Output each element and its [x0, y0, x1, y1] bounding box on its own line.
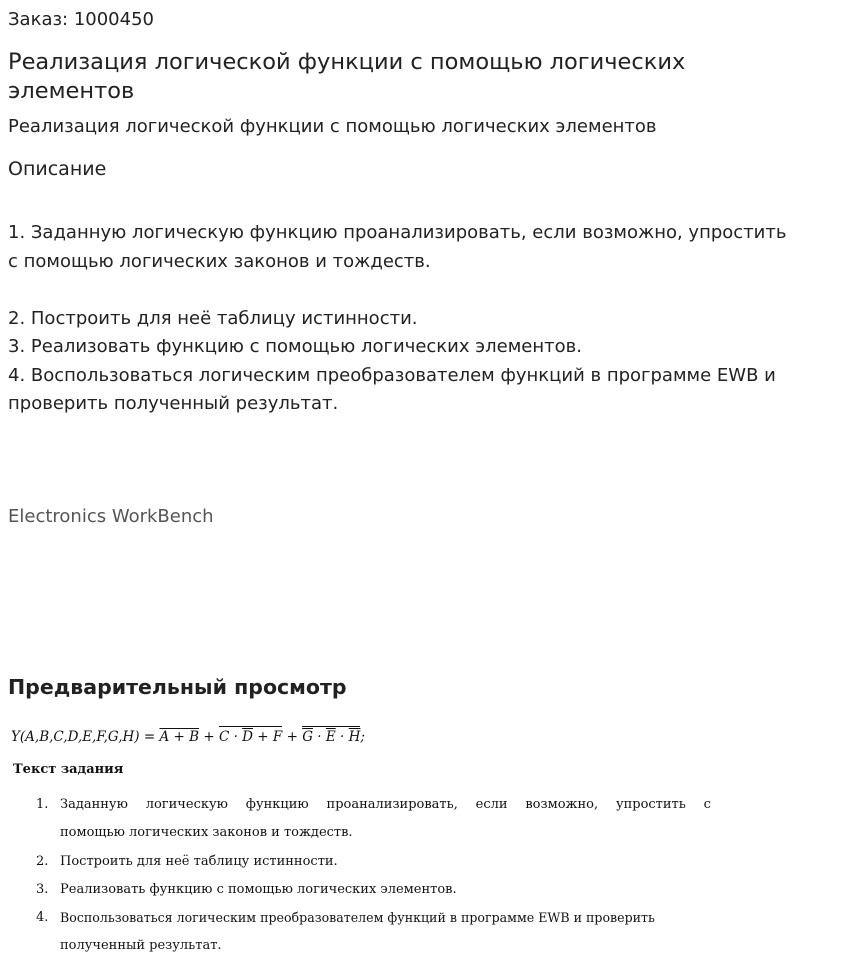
description-line: 3. Реализовать функцию с помощью логических элементов.	[8, 336, 582, 357]
preview-image	[0, 712, 847, 970]
page-subtitle: Реализация логической функции с помощью логических элементов	[8, 116, 657, 137]
task-item-line: Реализовать функцию с помощью логических элементов.	[60, 882, 457, 897]
formula-end: ;	[360, 729, 365, 745]
formula-term-geh: $\overline{G} \cdot \overline{E} \cdot \overline{H}$	[302, 726, 360, 746]
task-item-number: 3.	[36, 882, 49, 897]
description-line: с помощью логических законов и тождеств.	[8, 251, 431, 272]
task-item-line: Воспользоваться логическим преобразователем функций в программе EWB и проверить	[60, 910, 655, 925]
formula-lhs: Y(A,B,C,D,E,F,G,H) =	[11, 729, 156, 745]
task-item-line: полученный результат.	[60, 938, 222, 953]
task-item-number: 4.	[36, 910, 49, 925]
description-line: проверить полученный результат.	[8, 393, 339, 414]
description-heading: Описание	[8, 158, 107, 180]
order-number: Заказ: 1000450	[8, 9, 154, 30]
formula-plus: +	[286, 729, 298, 745]
description-line: 2. Построить для неё таблицу истинности.	[8, 308, 418, 329]
electronics-workbench-link[interactable]: Electronics WorkBench	[8, 506, 214, 527]
formula-term-cdf: $C \cdot \overline{D} + F$	[219, 726, 282, 746]
description-line: 4. Воспользоваться логическим преобразователем функций в программе EWB и	[8, 365, 776, 386]
description-line: 1. Заданную логическую функцию проанализировать, если возможно, упростить	[8, 222, 787, 243]
formula-term-a-plus-b: A + B	[159, 729, 200, 745]
task-item-number: 1.	[36, 797, 49, 812]
formula-plus: +	[203, 729, 215, 745]
task-item-line: Построить для неё таблицу истинности.	[60, 854, 338, 869]
task-item-number: 2.	[36, 854, 49, 869]
page-title: Реализация логической функции с помощью логических элементов	[8, 49, 686, 104]
task-item-line: Заданную логическую функцию проанализировать, если возможно, упростить с	[60, 797, 711, 812]
logic-formula	[11, 722, 365, 752]
task-item-line: помощью логических законов и тождеств.	[60, 825, 353, 840]
task-heading: Текст задания	[13, 762, 124, 777]
preview-heading: Предварительный просмотр	[8, 675, 347, 699]
